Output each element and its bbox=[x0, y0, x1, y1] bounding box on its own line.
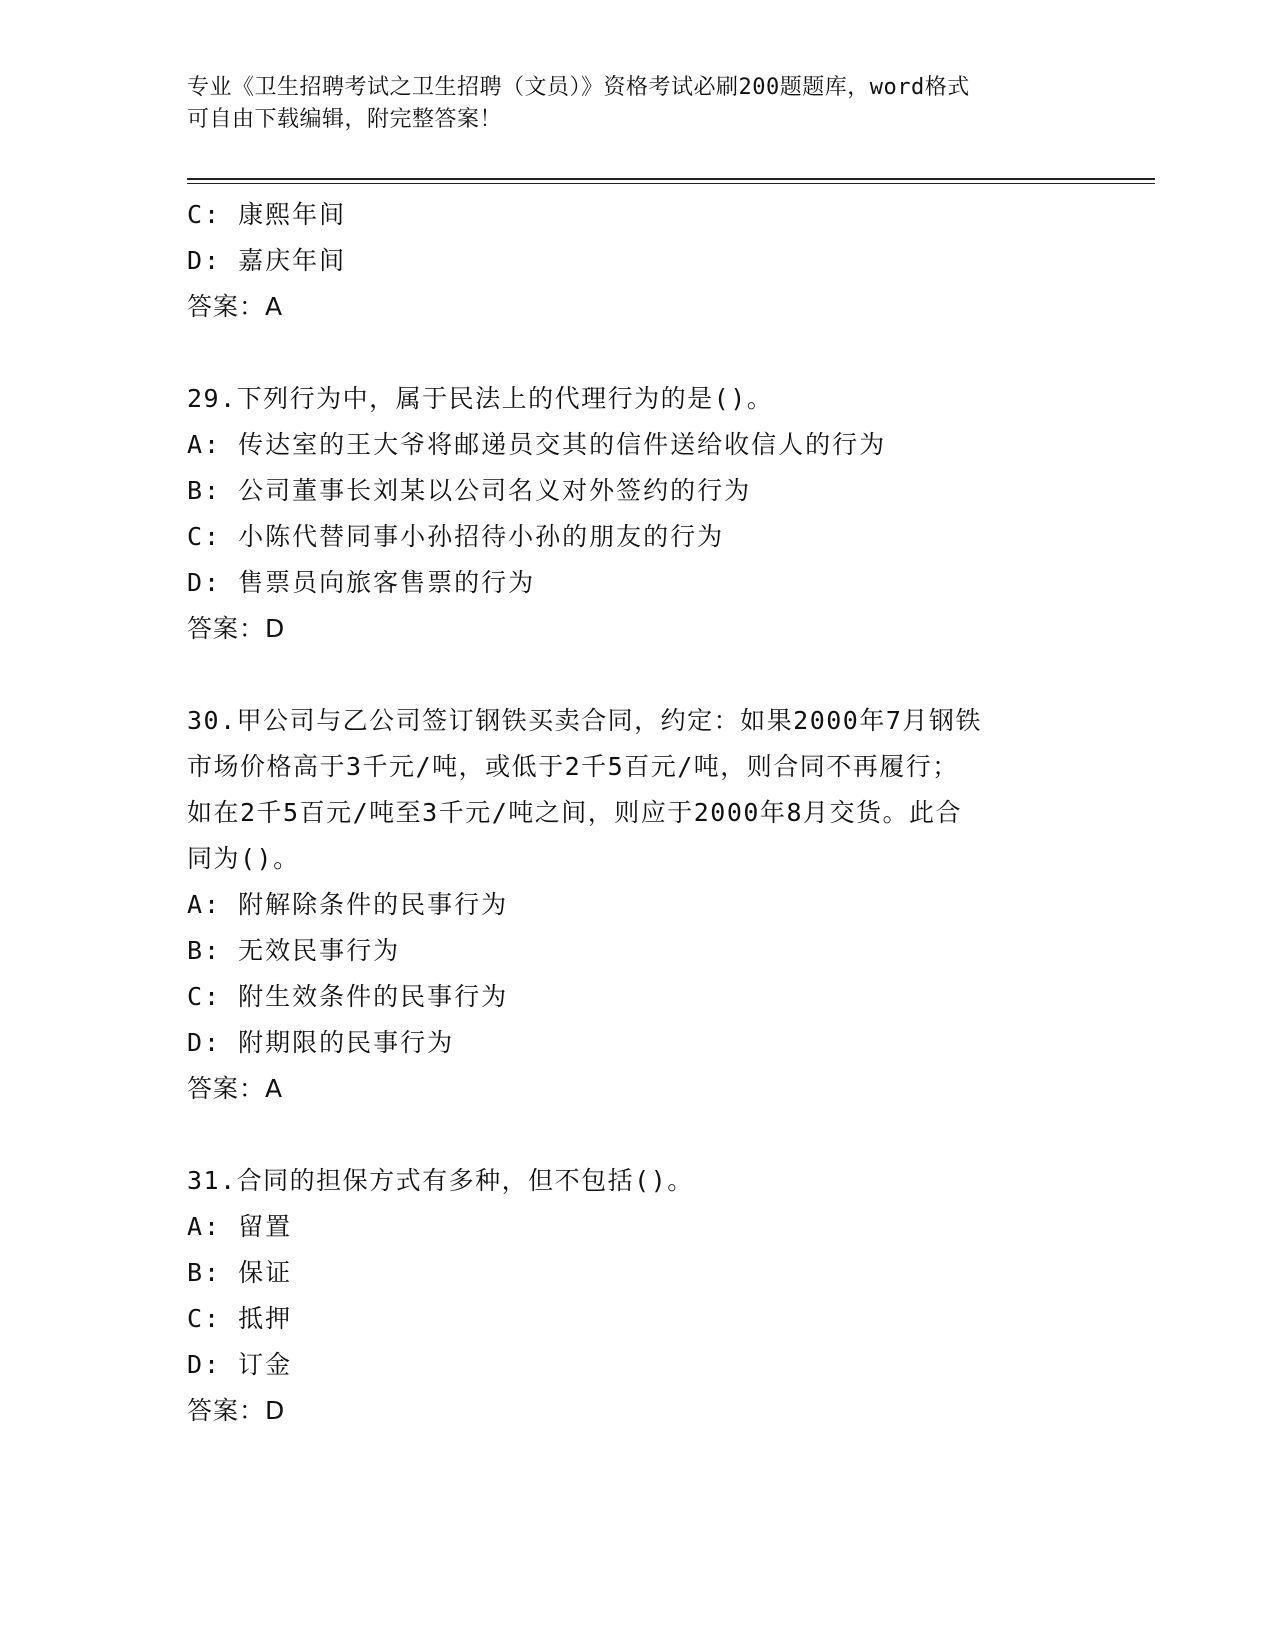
option-a: A: 附解除条件的民事行为 bbox=[187, 890, 509, 919]
option-d: D: 订金 bbox=[187, 1350, 293, 1379]
option-c: C: 抵押 bbox=[187, 1304, 293, 1333]
stem-line: 如在2千5百元/吨至3千元/吨之间，则应于2000年8月交货。此合 bbox=[187, 798, 963, 827]
answer-line: 答案：D bbox=[187, 614, 286, 643]
header-divider-thick bbox=[187, 178, 1155, 180]
stem-line: 30.甲公司与乙公司签订钢铁买卖合同，约定：如果2000年7月钢铁 bbox=[187, 706, 982, 735]
previous-question-tail bbox=[187, 192, 1087, 330]
option-c: C: 小陈代替同事小孙招待小孙的朋友的行为 bbox=[187, 522, 725, 551]
option-b: B: 无效民事行为 bbox=[187, 936, 401, 965]
question-29 bbox=[187, 376, 1087, 652]
answer-line: 答案：A bbox=[187, 292, 284, 321]
header-line-2: 可自由下载编辑，附完整答案！ bbox=[187, 107, 503, 132]
answer-line: 答案：A bbox=[187, 1074, 284, 1103]
option-a: A: 传达室的王大爷将邮递员交其的信件送给收信人的行为 bbox=[187, 430, 887, 459]
question-30 bbox=[187, 698, 1087, 1112]
option-d: D: 附期限的民事行为 bbox=[187, 1028, 455, 1057]
question-stem bbox=[187, 698, 1087, 882]
question-stem bbox=[187, 1158, 1087, 1204]
option-d: D: 嘉庆年间 bbox=[187, 246, 347, 275]
header-divider-thin bbox=[187, 183, 1155, 184]
option-c: C: 附生效条件的民事行为 bbox=[187, 982, 509, 1011]
document-header bbox=[187, 72, 1067, 136]
stem-line: 同为()。 bbox=[187, 844, 300, 873]
header-line-1: 专业《卫生招聘考试之卫生招聘（文员）》资格考试必刷200题题库，word格式 bbox=[187, 75, 970, 100]
stem-line: 市场价格高于3千元/吨，或低于2千5百元/吨，则合同不再履行； bbox=[187, 752, 959, 781]
question-content bbox=[187, 192, 1087, 1434]
spacer bbox=[187, 652, 1087, 698]
stem-line: 29.下列行为中，属于民法上的代理行为的是()。 bbox=[187, 384, 774, 413]
option-b: B: 保证 bbox=[187, 1258, 293, 1287]
question-31 bbox=[187, 1158, 1087, 1434]
answer-line: 答案：D bbox=[187, 1396, 286, 1425]
question-stem bbox=[187, 376, 1087, 422]
spacer bbox=[187, 1112, 1087, 1158]
stem-line: 31.合同的担保方式有多种，但不包括()。 bbox=[187, 1166, 694, 1195]
spacer bbox=[187, 330, 1087, 376]
option-c: C: 康熙年间 bbox=[187, 200, 347, 229]
option-d: D: 售票员向旅客售票的行为 bbox=[187, 568, 536, 597]
option-b: B: 公司董事长刘某以公司名义对外签约的行为 bbox=[187, 476, 752, 505]
option-a: A: 留置 bbox=[187, 1212, 293, 1241]
